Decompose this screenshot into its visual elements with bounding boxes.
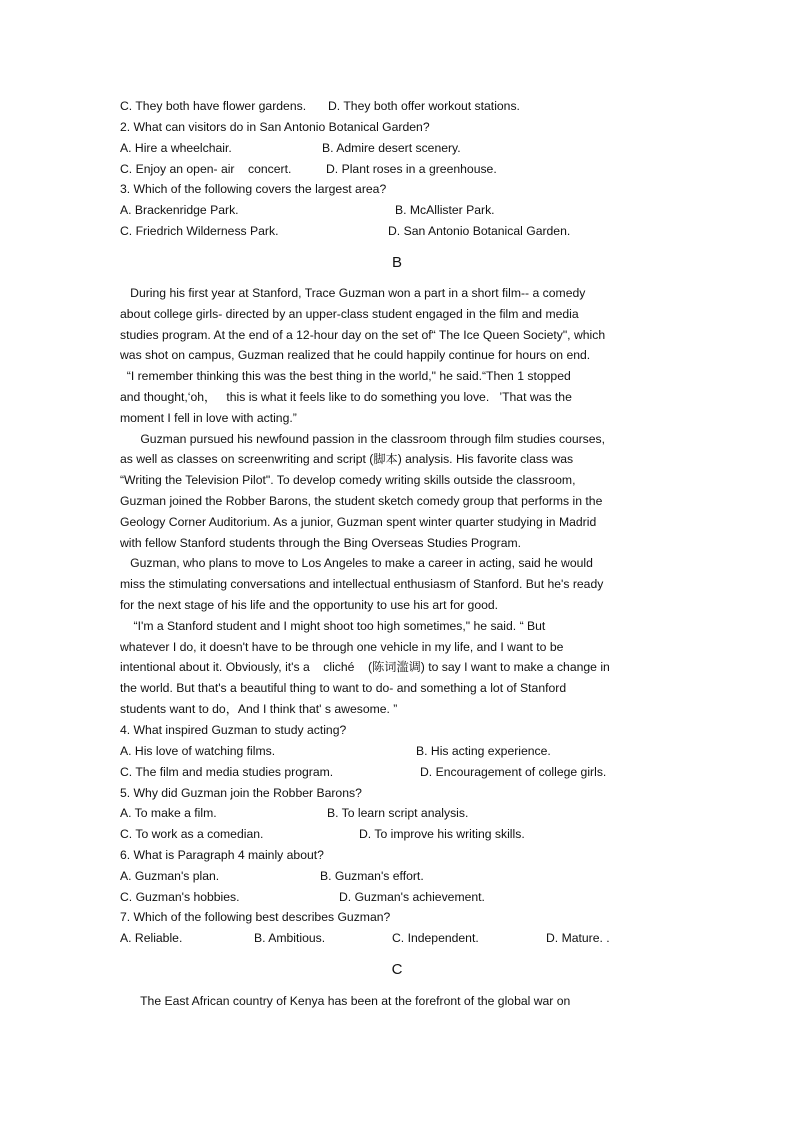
section-c-heading: C [391,961,403,978]
q3-option-d: D. San Antonio Botanical Garden. [388,224,571,238]
q3-option-a: A. Brackenridge Park. [120,203,239,217]
q6-option-b: B. Guzman's effort. [320,869,424,883]
q4-option-a: A. His love of watching films. [120,744,276,758]
q5-option-d: D. To improve his writing skills. [359,827,525,841]
q2-option-b: B. Admire desert scenery. [322,141,461,155]
passage-b-line: Guzman joined the Robber Barons, the student sketch comedy group that performs in the [120,494,603,508]
passage-b-line: Guzman, who plans to move to Los Angeles to make a career in acting, said he would [120,556,593,571]
passage-b-line: studies program. At the end of a 12-hour day on the set of“ The Ice Queen Society", which [120,327,606,342]
passage-b-line: and thought,‘oh， this is what it feels like to do something you love. ’That was the [120,390,572,404]
passage-b-line: “Writing the Television Pilot". To develop comedy writing skills outside the classroom, [120,473,576,488]
passage-c-first-line: The East African country of Kenya has been at the forefront of the global war on [120,994,571,1008]
q4-option-b: B. His acting experience. [416,744,551,758]
passage-b-line: students want to do，And I think that' s awesome. ” [120,702,398,716]
q3-stem: 3. Which of the following covers the largest area? [120,182,387,196]
q2-option-d: D. Plant roses in a greenhouse. [326,162,497,176]
passage-b-line: Guzman pursued his newfound passion in the classroom through film studies courses, [120,431,606,446]
passage-b-line: “I'm a Stanford student and I might shoot too high sometimes," he said. “ But [120,618,546,633]
q1-option-c: C. They both have flower gardens. [120,99,307,113]
passage-b-line: “I remember thinking this was the best thing in the world," he said.“Then 1 stopped [120,369,571,384]
q6-option-d: D. Guzman's achievement. [339,890,485,904]
q5-stem: 5. Why did Guzman join the Robber Barons? [120,786,362,800]
q7-option-d: D. Mature. . [546,931,610,945]
passage-b-line: miss the stimulating conversations and intellectual enthusiasm of Stanford. But he's ready [120,577,604,592]
passage-b-line: moment I fell in love with acting.” [120,410,297,425]
passage-b-line: the world. But that's a beautiful thing to want to do- and something a lot of Stanford [120,681,567,696]
q7-stem: 7. Which of the following best describes Guzman? [120,910,391,924]
q4-option-c: C. The film and media studies program. [120,765,334,779]
passage-b-line: with fellow Stanford students through the Bing Overseas Studies Program. [120,535,522,550]
passage-b-line: whatever I do, it doesn't have to be through one vehicle in my life, and I want to be [120,639,564,654]
q7-option-a: A. Reliable. [120,931,183,945]
passage-b-line: was shot on campus, Guzman realized that he could happily continue for hours on end. [120,348,591,363]
passage-b-line: intentional about it. Obviously, it's a cliché (陈词滥调) to say I want to make a change in [120,660,610,675]
passage-b-line: as well as classes on screenwriting and script (脚本) analysis. His favorite class was [120,452,574,467]
q4-stem: 4. What inspired Guzman to study acting? [120,723,347,737]
q3-option-b: B. McAllister Park. [395,203,495,217]
q5-option-b: B. To learn script analysis. [327,806,469,820]
passage-b-line: for the next stage of his life and the opportunity to use his art for good. [120,598,499,612]
q6-option-c: C. Guzman's hobbies. [120,890,240,904]
q6-stem: 6. What is Paragraph 4 mainly about? [120,848,324,862]
passage-b-line: During his first year at Stanford, Trace Guzman won a part in a short film-- a comedy [120,286,586,300]
q4-option-d: D. Encouragement of college girls. [420,765,607,779]
passage-b-line: Geology Corner Auditorium. As a junior, Guzman spent winter quarter studying in Madrid [120,514,597,529]
q6-option-a: A. Guzman's plan. [120,869,220,883]
q2-option-c: C. Enjoy an open- air concert. [120,162,292,176]
q1-option-d: D. They both offer workout stations. [328,99,520,113]
q3-option-c: C. Friedrich Wilderness Park. [120,224,279,238]
q7-option-b: B. Ambitious. [254,931,326,945]
q2-option-a: A. Hire a wheelchair. [120,141,232,155]
section-b-heading: B [391,254,402,271]
q7-option-c: C. Independent. [392,931,479,945]
passage-b-line: about college girls- directed by an upper-class student engaged in the film and media [120,306,579,321]
q5-option-a: A. To make a film. [120,806,217,820]
q2-stem: 2. What can visitors do in San Antonio Botanical Garden? [120,120,430,134]
q5-option-c: C. To work as a comedian. [120,827,264,841]
